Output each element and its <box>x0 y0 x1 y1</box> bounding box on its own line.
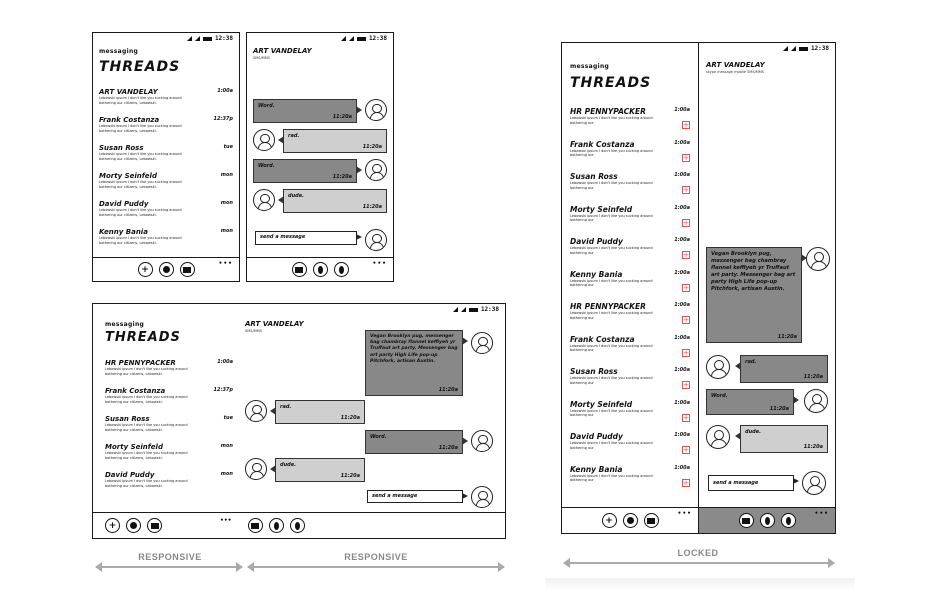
wifi-icon <box>195 36 200 41</box>
thread-name: HR PENNYPACKER <box>570 107 646 116</box>
thread-name: Frank Costanza <box>105 387 166 395</box>
thread-time: 1:00a <box>674 269 690 276</box>
thread-item[interactable] <box>570 107 690 140</box>
avatar <box>471 430 493 452</box>
thread-preview: Lebowski ipsum I don't like you sucking around bothering our citizens, Lebowski. <box>99 208 182 217</box>
status-bar <box>783 45 829 52</box>
message-text: Word. <box>711 393 728 399</box>
avatar <box>706 425 730 449</box>
message-text: rad. <box>288 133 300 139</box>
add-button[interactable]: + <box>602 513 617 528</box>
thread-name: David Puddy <box>99 200 149 208</box>
conversation-title: ART VANDELAY <box>245 320 304 328</box>
thread-time: 1:00a <box>674 432 690 438</box>
arrow-responsive-right <box>248 566 504 568</box>
conversation-title: ART VANDELAY <box>706 61 765 69</box>
message-bubble-sent <box>253 159 357 183</box>
thread-item[interactable] <box>99 228 233 256</box>
add-icon[interactable]: + <box>683 153 689 162</box>
message-text: Vegan Brooklyn pug, messenger bag chambray flannel keffiyeh yr Truffaut art party. Messenger bag art party High Life pop-up Pitchfork, artisan Austin. <box>370 334 458 364</box>
message-text: Word. <box>370 434 387 440</box>
avatar <box>471 486 493 508</box>
thread-name: Frank Costanza <box>99 116 160 124</box>
thread-time: tue <box>223 144 233 150</box>
status-time: 12:38 <box>214 35 233 42</box>
thread-time: mon <box>220 172 233 178</box>
thread-time: 1:00a <box>674 107 690 113</box>
phone-threads-screen <box>92 32 240 282</box>
thread-time: 1:00a <box>674 334 690 341</box>
thread-time: 1:00a <box>674 172 690 178</box>
thread-name: Susan Ross <box>99 144 144 152</box>
status-time: 12:38 <box>368 35 387 42</box>
call-button[interactable] <box>781 513 796 528</box>
avatar <box>245 458 267 480</box>
message-bubble-received <box>275 400 365 424</box>
call-button[interactable] <box>334 262 349 277</box>
message-bubble-sent <box>253 99 357 123</box>
message-text: rad. <box>745 359 757 365</box>
thread-item[interactable] <box>105 359 233 387</box>
video-icon <box>295 267 303 273</box>
thread-item[interactable] <box>99 88 233 116</box>
video-button[interactable] <box>739 513 754 528</box>
video-button[interactable] <box>248 518 263 533</box>
battery-icon <box>203 37 212 41</box>
signal-icon <box>783 46 788 51</box>
list-button[interactable] <box>180 262 195 277</box>
thread-item[interactable] <box>570 367 690 400</box>
thread-time: 1:00a <box>674 204 690 211</box>
thread-preview: Lebowski ipsum I don't like you sucking around bothering our citizens, Lebowski. <box>99 96 182 105</box>
thread-item[interactable] <box>570 270 690 303</box>
thread-item[interactable] <box>570 205 690 238</box>
thread-time: 1:00a <box>674 367 690 373</box>
wifi-icon <box>461 307 466 312</box>
add-icon[interactable]: + <box>683 251 689 259</box>
message-input[interactable]: send a message <box>367 490 463 503</box>
avatar <box>365 229 387 251</box>
thread-item[interactable] <box>99 144 233 172</box>
thread-item[interactable] <box>105 387 233 415</box>
thread-item[interactable] <box>105 415 233 443</box>
page-title: THREADS <box>105 330 181 345</box>
conversation-app-bar <box>699 507 835 533</box>
thread-item[interactable] <box>570 237 690 270</box>
message-time: 11:20a <box>769 406 789 412</box>
thread-name: Susan Ross <box>105 415 150 423</box>
more-menu[interactable]: ••• <box>677 510 692 517</box>
wifi-icon <box>349 36 354 41</box>
thread-name: Kenny Bania <box>99 228 148 236</box>
thread-time: 1:00a <box>674 237 690 243</box>
list-icon <box>151 523 159 529</box>
thread-item[interactable] <box>570 465 690 498</box>
thread-time: 1:00a <box>674 302 690 308</box>
call-button[interactable] <box>290 518 305 533</box>
thread-name: David Puddy <box>570 237 623 246</box>
thread-preview: Lebowski ipsum I don't like you sucking around bothering our <box>570 213 653 223</box>
more-menu[interactable]: ••• <box>814 510 829 517</box>
section-label: messaging <box>570 63 610 70</box>
thread-item[interactable] <box>99 116 233 144</box>
video-button[interactable] <box>292 262 307 277</box>
add-icon[interactable]: + <box>683 218 689 227</box>
signal-icon <box>187 36 192 41</box>
thread-preview: Lebowski ipsum I don't like you sucking around bothering our citizens, Lebowski. <box>105 479 188 488</box>
thread-name: Frank Costanza <box>570 334 635 344</box>
attach-icon <box>765 517 770 525</box>
avatar <box>253 129 275 151</box>
add-icon[interactable]: + <box>683 121 689 129</box>
tablet-landscape-screen <box>92 303 506 539</box>
thread-name: Morty Seinfeld <box>570 399 633 409</box>
message-text: dude. <box>280 462 297 468</box>
message-text: Word. <box>258 163 275 169</box>
caption-responsive-right: RESPONSIVE <box>344 552 408 562</box>
more-menu[interactable]: ••• <box>220 517 232 524</box>
add-button[interactable]: + <box>138 262 153 277</box>
app-bar <box>93 512 505 538</box>
thread-preview: Lebowski ipsum I don't like you sucking around bothering our <box>570 181 653 190</box>
thread-preview: Lebowski ipsum I don't like you sucking around bothering our citizens, Lebowski. <box>105 423 188 432</box>
message-text: dude. <box>745 429 762 435</box>
thread-time: 1:00a <box>217 88 233 94</box>
thread-preview: Lebowski ipsum I don't like you sucking around bothering our citizens, Lebowski. <box>99 124 182 133</box>
thread-item[interactable] <box>105 471 233 499</box>
battery-icon <box>469 308 478 312</box>
thread-item[interactable] <box>570 400 690 433</box>
thread-time: tue <box>223 415 233 421</box>
conversation-title: ART VANDELAY <box>253 47 312 55</box>
avatar <box>365 99 387 121</box>
person-icon <box>130 522 137 529</box>
section-label: messaging <box>105 321 145 328</box>
message-time: 11:20a <box>332 174 352 180</box>
thread-item[interactable] <box>570 140 690 173</box>
add-icon[interactable]: + <box>683 446 689 454</box>
list-icon <box>647 518 655 524</box>
section-label: messaging <box>99 48 139 55</box>
conversation-subtitle: SMS/MMS <box>245 329 262 333</box>
person-icon <box>627 517 634 524</box>
message-input[interactable]: send a message <box>255 231 357 245</box>
thread-name: Frank Costanza <box>570 139 635 149</box>
message-bubble-sent <box>365 430 463 454</box>
message-bubble-received <box>740 425 828 453</box>
mic-icon <box>295 522 300 530</box>
message-input[interactable]: send a message <box>708 475 794 491</box>
thread-preview: Lebowski ipsum I don't like you sucking around bothering our <box>570 343 653 353</box>
message-bubble-sent <box>706 247 802 343</box>
mic-icon <box>339 266 344 274</box>
status-time: 12:38 <box>480 306 499 313</box>
contact-button[interactable] <box>623 513 638 528</box>
threads-app-bar <box>562 507 698 533</box>
thread-time: mon <box>220 443 233 449</box>
attach-button[interactable] <box>269 518 284 533</box>
conversation-subtitle: skype message mobile SMS/MMS <box>706 70 765 74</box>
thread-preview: Lebowski ipsum I don't like you sucking around bothering our <box>570 116 653 125</box>
thread-name: David Puddy <box>105 471 155 479</box>
thread-name: David Puddy <box>570 432 623 441</box>
message-bubble-sent <box>706 389 794 415</box>
thread-preview: Lebowski ipsum I don't like you sucking around bothering our citizens, Lebowski. <box>99 152 182 161</box>
attach-button[interactable] <box>313 262 328 277</box>
message-time: 11:20a <box>803 444 823 450</box>
arrow-locked <box>564 562 834 564</box>
page-title: THREADS <box>99 59 181 75</box>
more-menu[interactable]: ••• <box>372 260 387 267</box>
add-icon[interactable]: + <box>683 478 689 487</box>
thread-preview: Lebowski ipsum I don't like you sucking around bothering our <box>570 376 653 385</box>
message-text: Word. <box>258 103 275 109</box>
thread-item[interactable] <box>99 172 233 200</box>
message-time: 11:20a <box>777 334 797 340</box>
video-icon <box>251 523 259 529</box>
tablet-portrait-locked-screen <box>561 42 836 534</box>
add-icon[interactable]: + <box>683 283 689 292</box>
status-bar <box>341 35 387 42</box>
message-time: 11:20a <box>340 473 360 479</box>
person-icon <box>163 266 170 273</box>
arrow-responsive-left <box>96 566 242 568</box>
thread-list <box>99 88 233 256</box>
signal-icon <box>453 307 458 312</box>
thread-time: 1:00a <box>674 399 690 406</box>
avatar <box>253 189 275 211</box>
thread-name: Kenny Bania <box>570 269 623 279</box>
add-icon[interactable]: + <box>683 186 689 194</box>
frame-shadow <box>545 578 855 592</box>
thread-preview: Lebowski ipsum I don't like you sucking around bothering our <box>570 311 653 320</box>
avatar <box>245 400 267 422</box>
avatar <box>804 389 828 413</box>
add-button[interactable]: + <box>105 518 120 533</box>
message-bubble-sent <box>365 330 463 396</box>
conversation-subtitle: SMS/MMS <box>253 56 270 60</box>
pane-divider <box>698 43 699 533</box>
message-time: 11:20a <box>362 144 382 150</box>
thread-time: mon <box>220 471 233 477</box>
page-title: THREADS <box>570 75 652 91</box>
status-time: 12:38 <box>810 45 829 52</box>
more-menu[interactable]: ••• <box>218 260 233 267</box>
message-text: dude. <box>288 193 305 199</box>
avatar <box>806 247 830 271</box>
video-icon <box>742 518 750 524</box>
thread-preview: Lebowski ipsum I don't like you sucking around bothering our citizens, Lebowski. <box>105 395 188 404</box>
app-bar <box>93 257 239 281</box>
avatar <box>802 471 826 495</box>
battery-icon <box>799 47 808 51</box>
thread-preview: Lebowski ipsum I don't like you sucking around bothering our <box>570 278 653 288</box>
list-button[interactable] <box>644 513 659 528</box>
thread-preview: Lebowski ipsum I don't like you sucking around bothering our citizens, Lebowski. <box>105 451 188 460</box>
contact-button[interactable] <box>159 262 174 277</box>
message-text: rad. <box>280 404 292 410</box>
thread-name: HR PENNYPACKER <box>570 302 646 311</box>
thread-time: 12:37p <box>213 387 233 393</box>
thread-list <box>570 107 690 497</box>
message-time: 11:20a <box>332 114 352 120</box>
thread-preview: Lebowski ipsum I don't like you sucking around bothering our <box>570 473 653 483</box>
phone-conversation-screen <box>246 32 394 282</box>
thread-name: Morty Seinfeld <box>570 204 633 214</box>
message-bubble-received <box>283 189 387 213</box>
caption-locked: LOCKED <box>677 548 719 558</box>
thread-time: mon <box>220 200 233 206</box>
message-time: 11:20a <box>803 374 823 380</box>
app-bar <box>247 257 393 281</box>
message-time: 11:20a <box>438 387 458 393</box>
avatar <box>706 355 730 379</box>
thread-preview: Lebowski ipsum I don't like you sucking around bothering our <box>570 148 653 158</box>
thread-item[interactable] <box>99 200 233 228</box>
wifi-icon <box>791 46 796 51</box>
thread-name: Susan Ross <box>570 367 618 376</box>
thread-item[interactable] <box>570 432 690 465</box>
add-icon[interactable]: + <box>683 381 689 389</box>
thread-preview: Lebowski ipsum I don't like you sucking around bothering our citizens, Lebowski. <box>105 367 188 376</box>
contact-button[interactable] <box>126 518 141 533</box>
message-time: 11:20a <box>438 445 458 451</box>
thread-time: 1:00a <box>674 464 690 471</box>
thread-name: ART VANDELAY <box>99 88 158 96</box>
thread-preview: Lebowski ipsum I don't like you sucking around bothering our <box>570 408 653 418</box>
list-button[interactable] <box>147 518 162 533</box>
thread-time: mon <box>220 228 233 234</box>
thread-preview: Lebowski ipsum I don't like you sucking around bothering our citizens, Lebowski. <box>99 236 182 245</box>
message-bubble-received <box>283 129 387 153</box>
thread-time: 12:37p <box>213 116 233 122</box>
message-time: 11:20a <box>362 204 382 210</box>
thread-item[interactable] <box>570 335 690 368</box>
status-bar <box>453 306 499 313</box>
mic-icon <box>786 517 791 525</box>
thread-name: Morty Seinfeld <box>105 443 163 451</box>
thread-time: 1:00a <box>674 139 690 146</box>
message-text: Vegan Brooklyn pug, messenger bag chambray flannel keffiyeh yr Truffaut art party. Messenger bag art party High Life pop-up Pitchfork, artisan Austin. <box>711 251 796 293</box>
add-icon[interactable]: + <box>683 348 689 357</box>
status-bar <box>187 35 233 42</box>
thread-item[interactable] <box>570 172 690 205</box>
caption-responsive-left: RESPONSIVE <box>138 552 202 562</box>
avatar <box>471 332 493 354</box>
thread-name: Morty Seinfeld <box>99 172 157 180</box>
thread-preview: Lebowski ipsum I don't like you sucking around bothering our <box>570 246 653 255</box>
thread-name: HR PENNYPACKER <box>105 359 176 367</box>
list-icon <box>183 267 191 273</box>
attach-icon <box>274 522 279 530</box>
attach-button[interactable] <box>760 513 775 528</box>
message-time: 11:20a <box>340 415 360 421</box>
thread-name: Susan Ross <box>570 172 618 181</box>
add-icon[interactable]: + <box>683 413 689 422</box>
thread-name: Kenny Bania <box>570 464 623 474</box>
add-icon[interactable]: + <box>683 316 689 324</box>
thread-item[interactable] <box>105 443 233 471</box>
thread-time: 1:00a <box>217 359 233 365</box>
thread-preview: Lebowski ipsum I don't like you sucking around bothering our <box>570 441 653 450</box>
battery-icon <box>357 37 366 41</box>
message-bubble-received <box>740 355 828 383</box>
attach-icon <box>318 266 323 274</box>
signal-icon <box>341 36 346 41</box>
thread-item[interactable] <box>570 302 690 335</box>
message-bubble-received <box>275 458 365 482</box>
avatar <box>365 159 387 181</box>
thread-preview: Lebowski ipsum I don't like you sucking around bothering our citizens, Lebowski. <box>99 180 182 189</box>
thread-list <box>105 359 233 499</box>
